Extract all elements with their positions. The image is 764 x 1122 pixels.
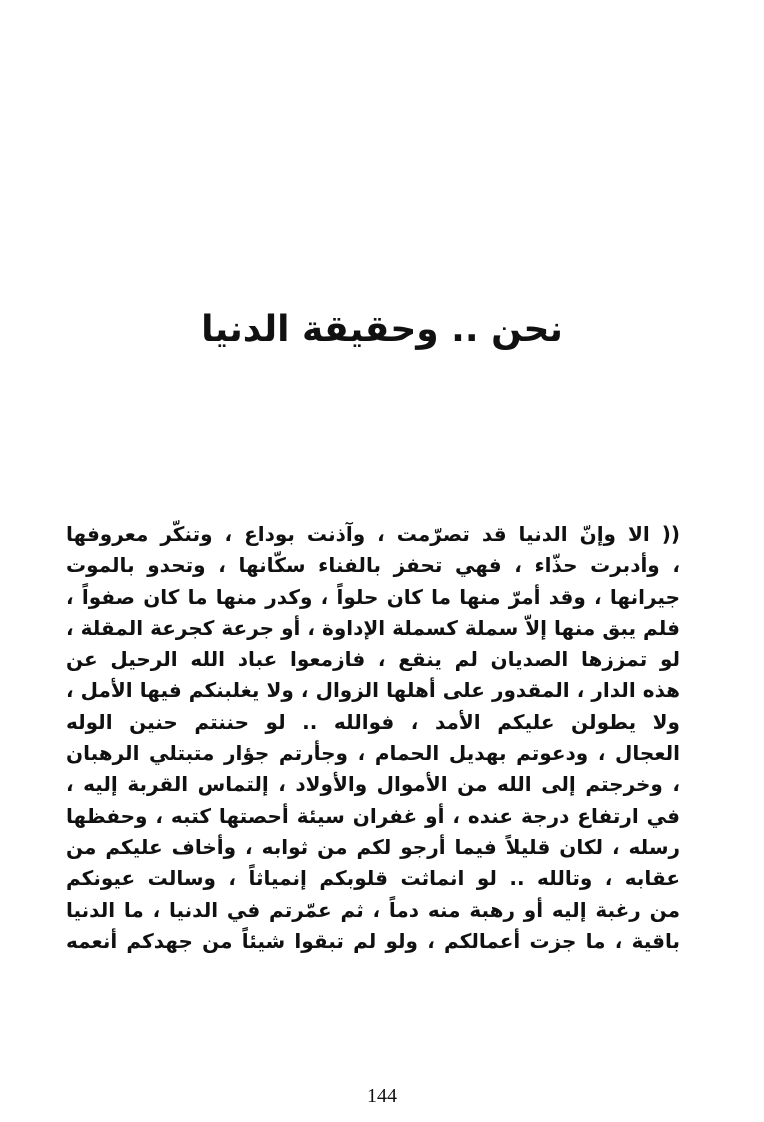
text-line: في ارتفاع درجة عنده ، أو غفران سيئة أحصتها كتبه ، وحفظها [66, 803, 680, 828]
chapter-title: نحن .. وحقيقة الدنيا [201, 309, 563, 350]
text-line: من رغبة إليه أو رهبة منه دماً ، ثم عمّرتم في الدنيا ، ما الدنيا [66, 897, 680, 922]
text-line: رسله ، لكان قليلاً فيما أرجو لكم من ثوابه ، وأخاف عليكم من [66, 834, 680, 859]
body-paragraph [66, 519, 680, 957]
text-line: ، وأدبرت حذّاء ، فهي تحفز بالفناء سكّانها ، وتحدو بالموت [66, 553, 680, 578]
text-line: (( الا وإنّ الدنيا قد تصرّمت ، وآذنت بوداع ، وتنكّر معروفها [66, 522, 680, 546]
page-number: 144 [367, 1085, 397, 1107]
text-line: العجال ، ودعوتم بهديل الحمام ، وجأرتم جؤار متبتلي الرهبان [66, 741, 680, 766]
text-line: ، وخرجتم إلى الله من الأموال والأولاد ، إلتماس القربة إليه ، [66, 772, 680, 797]
text-line: ولا يطولن عليكم الأمد ، فوالله .. لو حننتم حنين الوله [66, 709, 680, 734]
text-line: جيرانها ، وقد أمرّ منها ما كان حلواً ، وكدر منها ما كان صفواً ، [66, 584, 680, 609]
text-line: هذه الدار ، المقدور على أهلها الزوال ، ولا يغلبنكم فيها الأمل ، [66, 678, 680, 703]
text-line: باقية ، ما جزت أعمالكم ، ولو لم تبقوا شيئاً من جهدكم أنعمه [66, 928, 680, 953]
text-line: فلم يبق منها إلاّ سملة كسملة الإداوة ، أو جرعة كجرعة المقلة ، [66, 615, 680, 640]
text-line: لو تمززها الصديان لم ينقع ، فازمعوا عباد الله الرحيل عن [66, 647, 680, 672]
text-line: عقابه ، وتالله .. لو انماثت قلوبكم إنمياثاً ، وسالت عيونكم [66, 866, 680, 891]
